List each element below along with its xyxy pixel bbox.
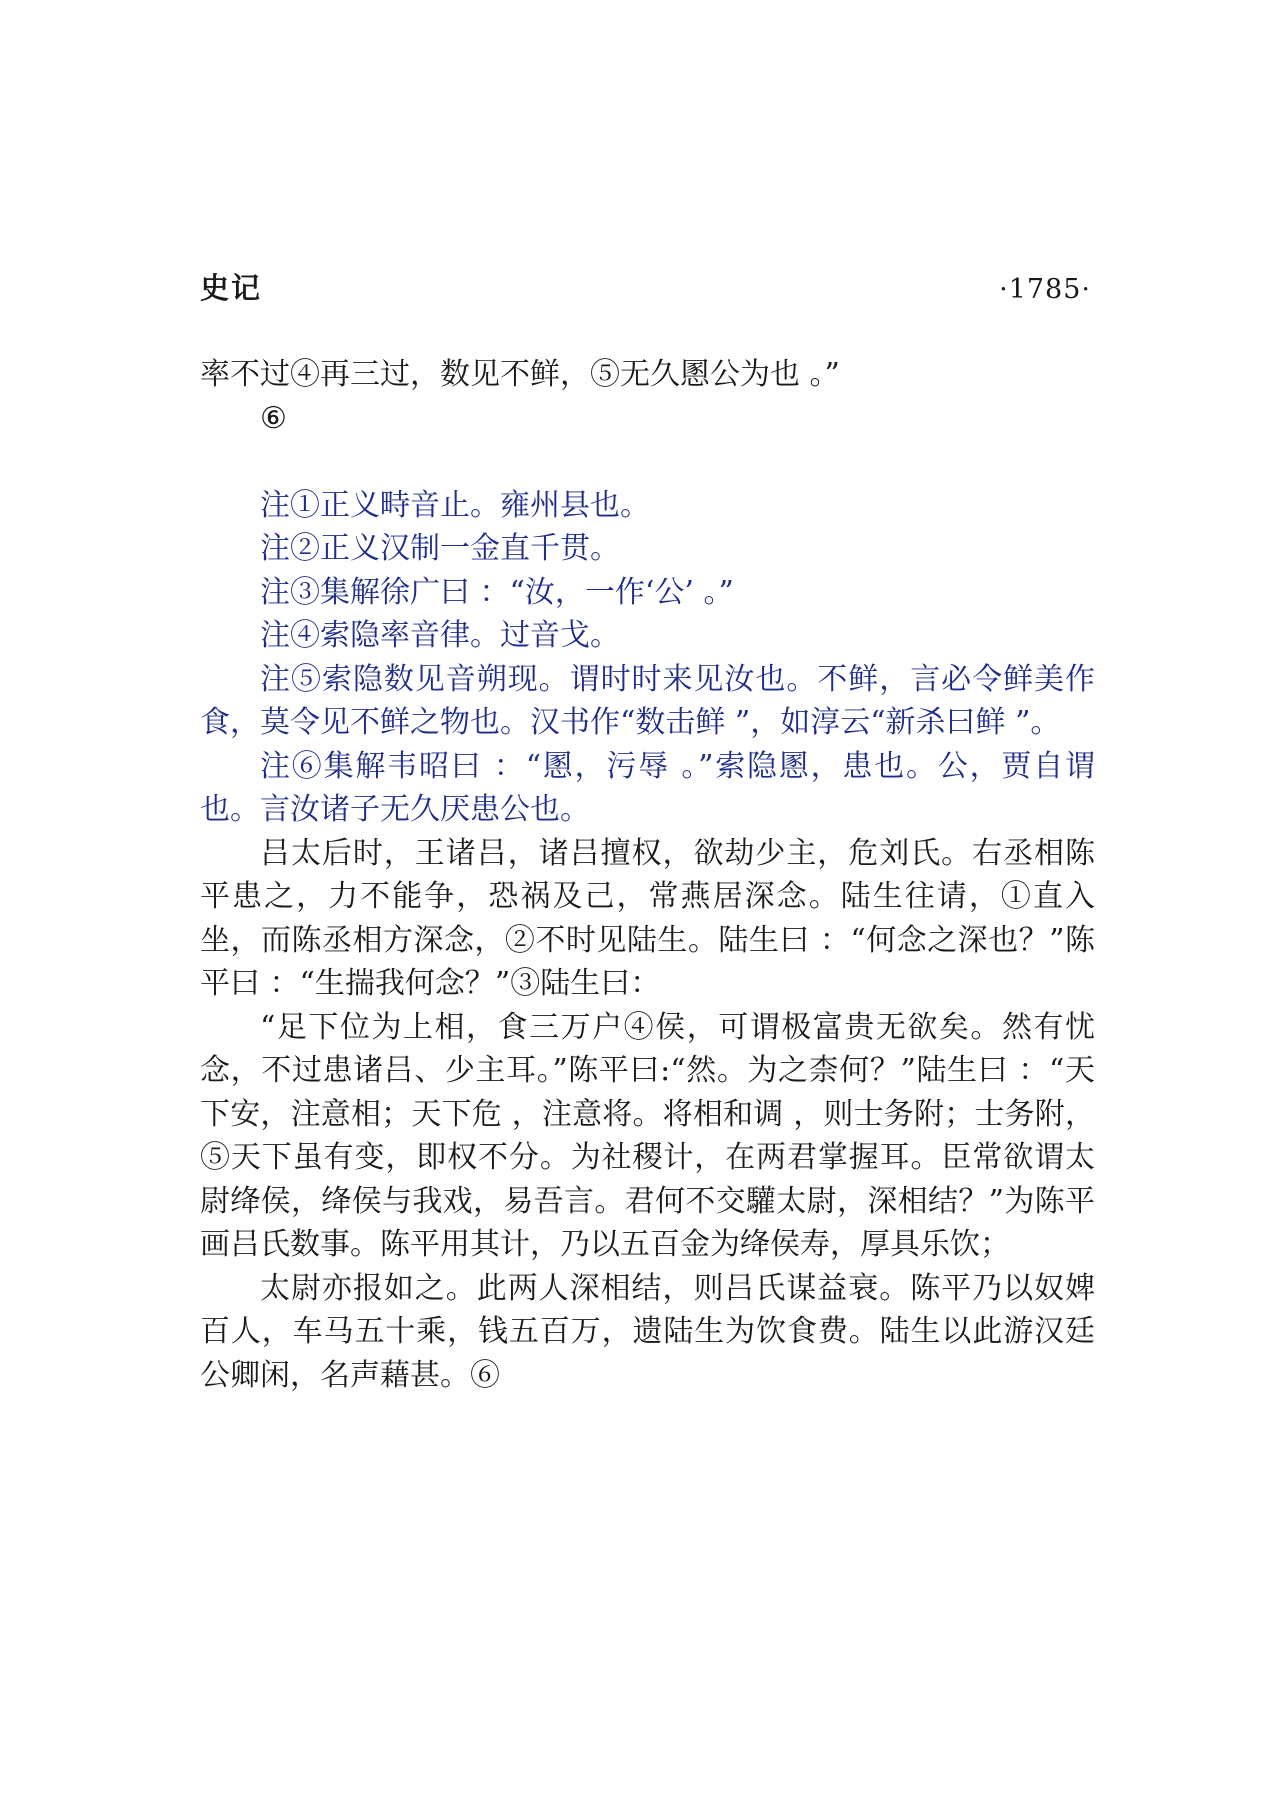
paragraph-continued: 率不过④再三过，数见不鲜，⑤无久慁公为也 。” xyxy=(200,357,840,392)
footnote-1: 注①正义畤音止。雍州县也。 xyxy=(260,487,650,523)
footnote-4: 注④索隐率音律。过音戈。 xyxy=(260,618,620,653)
footnote-6: 注⑥集解韦昭曰 ：“慁，污辱 。”索隐慁，患也。公，贾自谓也。言汝诸子无久厌患公也。 xyxy=(200,748,1095,827)
running-title: 史记 xyxy=(200,271,263,305)
footnote-2: 注②正义汉制一金直千贯。 xyxy=(260,531,620,566)
paragraph: “足下位为上相，食三万户④侯，可谓极富贵无欲矣。然有忧念，不过患诸吕、少主耳。”陈平曰:“然。为之柰何？”陆生曰 ：“天下安，注意相；天下危 ，注意将。将相和调 ，则士务附；士务附，⑤天下虽有变，即权不分。为社稷计，在两君掌握耳。臣常欲谓太尉绛侯，绛侯与我戏，易吾言。君何不交驩太尉，深相结？”为陈平画吕氏数事。陈平用其计，乃以五百金为绛侯寿，厚具乐饮； xyxy=(200,1009,1095,1262)
paragraph: 太尉亦报如之。此两人深相结，则吕氏谋益衰。陈平乃以奴婢百人，车马五十乘，钱五百万，遗陆生为饮食费。陆生以此游汉廷公卿闲，名声藉甚。⑥ xyxy=(200,1270,1095,1393)
body-text xyxy=(200,353,1095,1397)
paragraph: 吕太后时，王诸吕，诸吕擅权，欲劫少主，危刘氏。右丞相陈平患之，力不能争，恐祸及己，常燕居深念。陆生往请，①直入坐，而陈丞相方深念，②不时见陆生。陆生曰 ：“何念之深也？”陈平曰 ：“生揣我何念？”③陆生曰： xyxy=(200,835,1095,1001)
page-number: ·1785· xyxy=(999,274,1091,305)
footnote-3: 注③集解徐广曰 ：“汝，一作‘公’ 。” xyxy=(260,574,734,610)
footnote-marker-line: ⑥ xyxy=(260,400,287,436)
footnote-5: 注⑤索隐数见音朔现。谓时时来见汝也。不鲜，言必令鲜美作食，莫令见不鲜之物也。汉书作“数击鲜 ”，如淳云“新杀曰鲜 ”。 xyxy=(200,661,1095,740)
